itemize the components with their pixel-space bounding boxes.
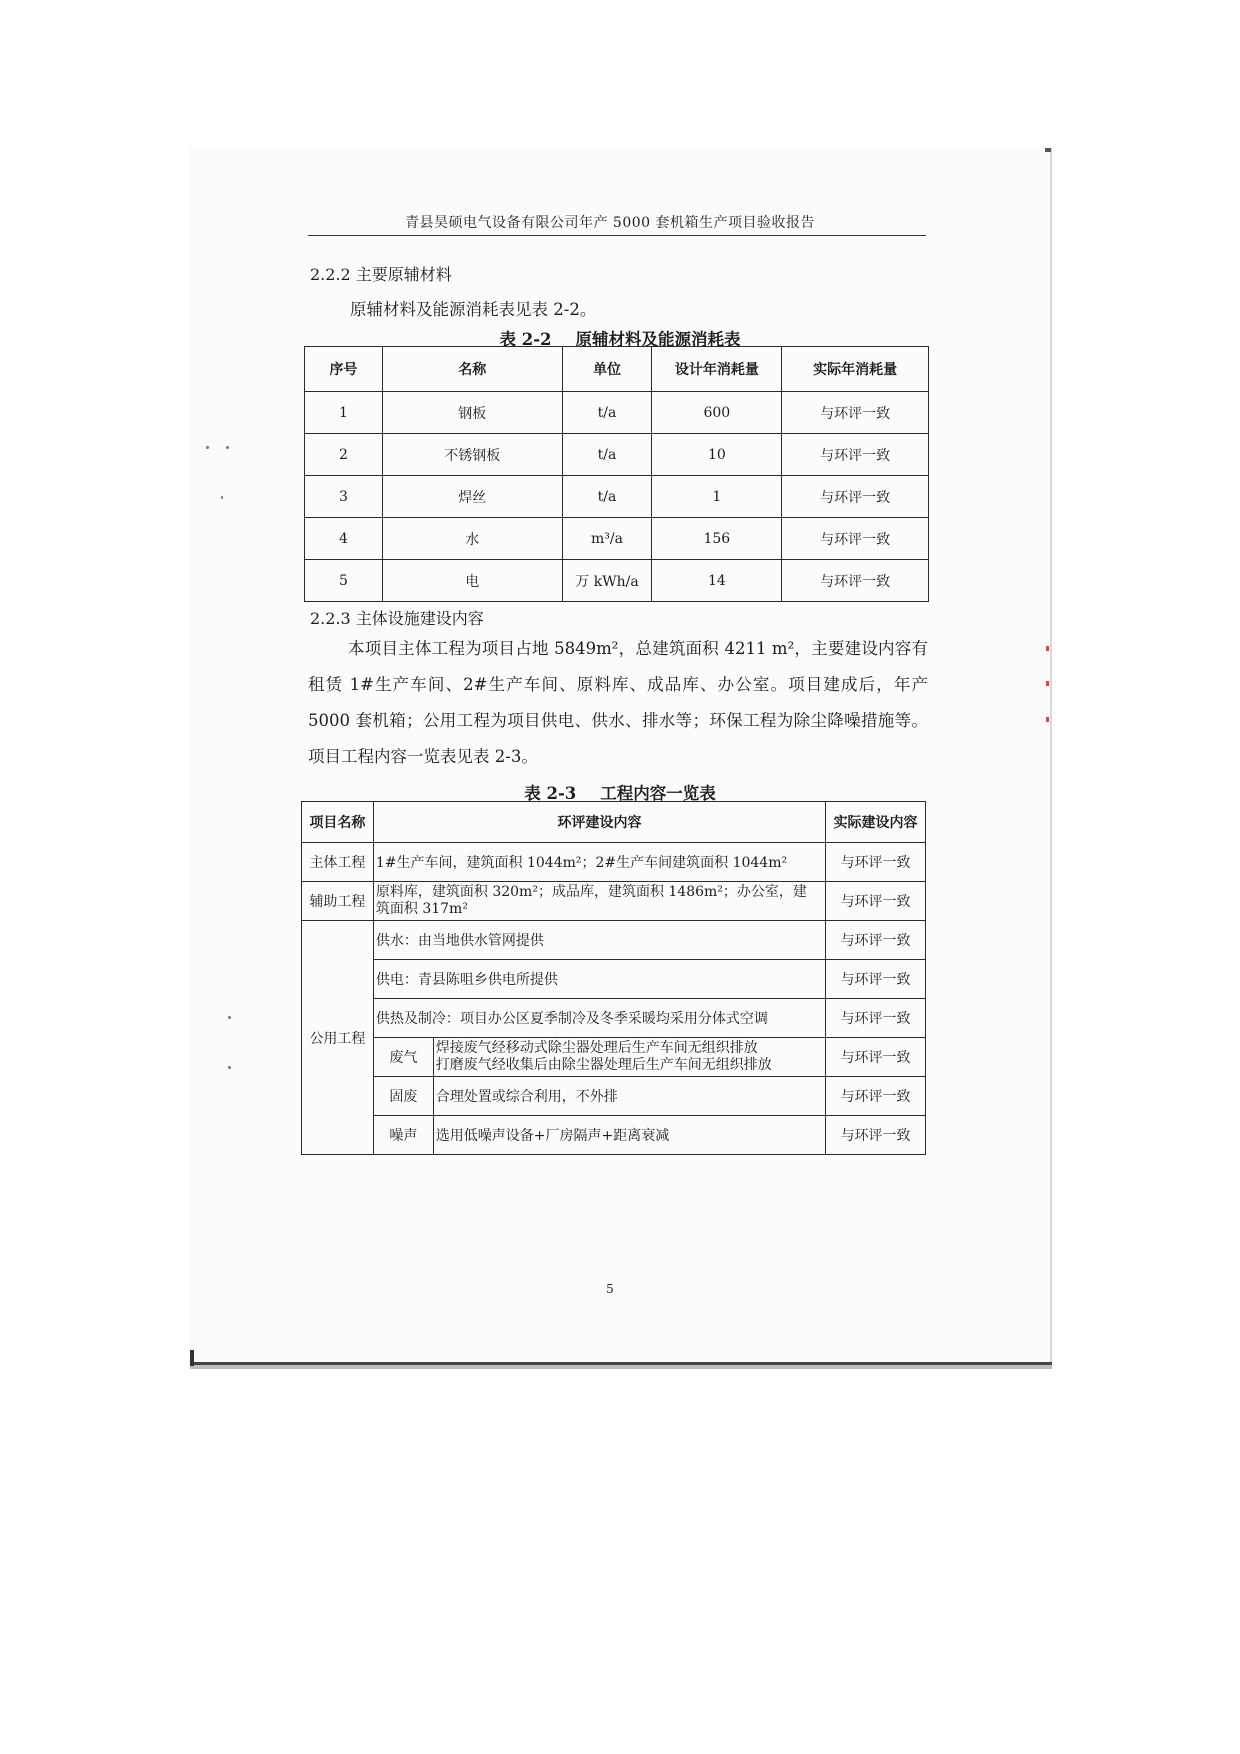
scan-mark	[1046, 717, 1049, 722]
table-row	[302, 1077, 926, 1116]
project-content-table	[301, 801, 926, 1155]
column-header: 项目名称	[302, 802, 374, 843]
column-header: 环评建设内容	[373, 802, 825, 843]
intro-paragraph: 原辅材料及能源消耗表见表 2-2。	[350, 300, 597, 319]
table-cell: 合理处置或综合利用，不外排	[433, 1077, 825, 1116]
table-cell: 供热及制冷：项目办公区夏季制冷及冬季采暖均采用分体式空调	[373, 999, 825, 1038]
table-cell: 1#生产车间，建筑面积 1044m²；2#生产车间建筑面积 1044m²	[373, 843, 825, 882]
table-title: 原辅材料及能源消耗表	[575, 330, 741, 349]
row-sublabel: 废气	[373, 1038, 433, 1077]
column-header: 序号	[305, 347, 383, 392]
body-paragraph: 本项目主体工程为项目占地 5849m²，总建筑面积 4211 m²，主要建设内容有租赁 1#生产车间、2#生产车间、原料库、成品库、办公室。项目建成后，年产 5000 套机箱；公用工程为项目供电、供水、排水等；环保工程为除尘降噪措施等。项目工程内容一览表见表 2-3。	[308, 639, 928, 766]
scan-shadow	[190, 1365, 1052, 1369]
table-cell: 与环评一致	[782, 518, 929, 560]
table-row	[302, 921, 926, 960]
table-row	[302, 1038, 926, 1077]
table-header-row	[305, 347, 929, 392]
table-row	[305, 560, 929, 602]
table-cell: 万 kWh/a	[562, 560, 652, 602]
table-cell: 4	[305, 518, 383, 560]
table-cell: 14	[652, 560, 782, 602]
table-cell: 焊丝	[382, 476, 562, 518]
scan-mark	[1046, 646, 1049, 651]
column-header: 实际建设内容	[826, 802, 926, 843]
table-cell: 1	[652, 476, 782, 518]
table-cell: 与环评一致	[826, 843, 926, 882]
column-header: 单位	[562, 347, 652, 392]
table-cell	[433, 1038, 825, 1077]
header-rule	[308, 235, 926, 236]
row-sublabel: 噪声	[373, 1116, 433, 1155]
table-cell: 电	[382, 560, 562, 602]
scan-speck	[221, 496, 223, 499]
table-cell: m³/a	[562, 518, 652, 560]
cell-line: 打磨废气经收集后由除尘器处理后生产车间无组织排放	[435, 1057, 772, 1073]
materials-table	[304, 346, 929, 602]
section-heading: 2.2.3 主体设施建设内容	[310, 609, 484, 628]
table-cell: 10	[652, 434, 782, 476]
table-number: 表 2-3	[524, 784, 577, 803]
table-cell: 与环评一致	[826, 1116, 926, 1155]
table-cell: 2	[305, 434, 383, 476]
table-cell: 供电：青县陈咀乡供电所提供	[373, 960, 825, 999]
table-row	[305, 392, 929, 434]
table-cell: 1	[305, 392, 383, 434]
table-cell: 与环评一致	[782, 434, 929, 476]
table-row	[302, 843, 926, 882]
scan-mark	[190, 1350, 194, 1366]
running-header: 青县昊硕电气设备有限公司年产 5000 套机箱生产项目验收报告	[404, 215, 816, 231]
table-cell: 与环评一致	[826, 921, 926, 960]
table-cell: 600	[652, 392, 782, 434]
scan-speck	[226, 446, 229, 449]
table-cell: 与环评一致	[826, 1038, 926, 1077]
table-cell: 与环评一致	[826, 882, 926, 921]
table-cell: t/a	[562, 392, 652, 434]
scan-speck	[228, 1016, 231, 1019]
cell-line: 筑面积 317m²	[375, 901, 468, 917]
cell-line: 焊接废气经移动式除尘器处理后生产车间无组织排放	[435, 1040, 758, 1056]
table-cell: 选用低噪声设备+厂房隔声+距离衰减	[433, 1116, 825, 1155]
table-cell: 不锈钢板	[382, 434, 562, 476]
table-cell: 5	[305, 560, 383, 602]
row-label: 主体工程	[302, 843, 374, 882]
column-header: 设计年消耗量	[652, 347, 782, 392]
table-cell: 3	[305, 476, 383, 518]
table-cell: 与环评一致	[782, 476, 929, 518]
scan-edge	[1050, 148, 1052, 1366]
table-cell: 与环评一致	[782, 560, 929, 602]
table-row	[302, 960, 926, 999]
table-cell: 与环评一致	[826, 960, 926, 999]
row-label: 辅助工程	[302, 882, 374, 921]
table-cell: 供水：由当地供水管网提供	[373, 921, 825, 960]
table-row	[302, 882, 926, 921]
table-cell: 156	[652, 518, 782, 560]
table-row	[305, 434, 929, 476]
table-title: 工程内容一览表	[600, 784, 716, 803]
scan-speck	[228, 1066, 231, 1069]
table-cell: 与环评一致	[826, 1077, 926, 1116]
row-sublabel: 固废	[373, 1077, 433, 1116]
column-header: 名称	[382, 347, 562, 392]
table-cell: 与环评一致	[782, 392, 929, 434]
table-cell: 钢板	[382, 392, 562, 434]
row-label: 公用工程	[302, 921, 374, 1155]
scan-speck	[206, 446, 209, 449]
column-header: 实际年消耗量	[782, 347, 929, 392]
scan-mark	[1046, 681, 1049, 686]
table-number: 表 2-2	[499, 330, 552, 349]
page-number: 5	[606, 1282, 614, 1296]
table-cell: t/a	[562, 434, 652, 476]
table-cell	[373, 882, 825, 921]
table-row	[305, 518, 929, 560]
scan-mark	[1045, 148, 1051, 152]
table-cell: t/a	[562, 476, 652, 518]
table-row	[305, 476, 929, 518]
table-cell: 与环评一致	[826, 999, 926, 1038]
table-row	[302, 1116, 926, 1155]
table-cell: 水	[382, 518, 562, 560]
cell-line: 原料库，建筑面积 320m²；成品库，建筑面积 1486m²；办公室，建	[375, 884, 807, 900]
table-row	[302, 999, 926, 1038]
table-header-row	[302, 802, 926, 843]
section-heading: 2.2.2 主要原辅材料	[310, 265, 452, 284]
